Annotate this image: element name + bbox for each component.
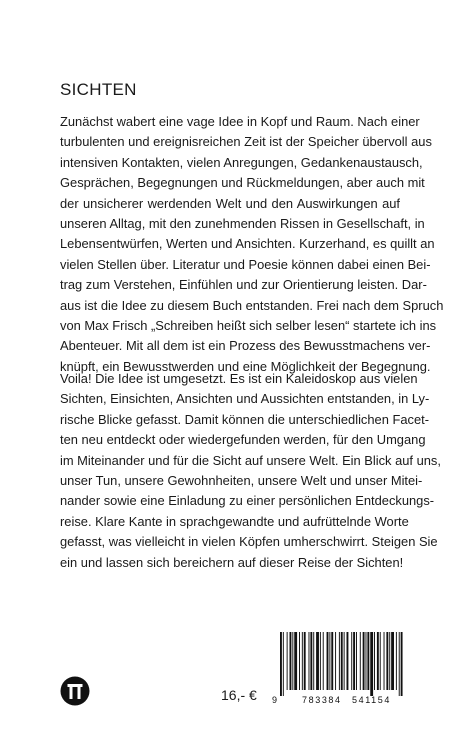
barcode-bar: [347, 632, 349, 690]
paragraph-line: rische Blicke gefasst. Damit können die unterschiedlichen Facet-: [60, 411, 429, 427]
barcode-bar: [341, 632, 343, 690]
barcode-bar: [377, 632, 379, 690]
barcode-bar: [360, 632, 361, 690]
blurb-paragraph-2: [60, 369, 441, 573]
barcode-bar: [302, 632, 303, 690]
paragraph-line: von Max Frisch „Schreiben heißt sich selber lesen“ startete ich ins: [60, 318, 437, 334]
paragraph-line: intensiven Kontakten, vielen Anregungen, Gedankenaustausch,: [60, 154, 423, 170]
barcode-bar: [323, 632, 324, 690]
barcode-bar: [367, 632, 369, 690]
publisher-logo-icon: [60, 676, 90, 706]
barcode-bar: [363, 632, 365, 690]
blurb-paragraph-1: [60, 112, 444, 377]
paragraph-line: gefasst, was vielleicht in vielen Köpfen umherschwirrt. Steigen Sie: [60, 534, 438, 550]
paragraph-line: Lebensentwürfen, Werten und Ansichten. Kurzerhand, es quillt an: [60, 236, 435, 252]
isbn-digit-group-1: 783384: [302, 695, 342, 705]
barcode-bar: [313, 632, 314, 690]
barcode-bar: [335, 632, 336, 690]
paragraph-line: knüpft, ein Bewusstwerden und eine Möglichkeit der Begegnung.: [60, 358, 431, 374]
paragraph-line: im Miteinander und für die Sicht auf unsere Welt. Ein Blick auf uns,: [60, 452, 441, 468]
barcode-bar: [344, 632, 345, 690]
paragraph-line: vielen Stellen über. Literatur und Poesie können dabei einen Bei-: [60, 256, 431, 272]
paragraph-line: Zunächst wabert eine vage Idee in Kopf und Raum. Nach einer: [60, 114, 420, 129]
barcode-bar: [299, 632, 300, 690]
paragraph-line: ten neu entdeckt oder wiedergefunden werden, für den Umgang: [60, 432, 426, 448]
isbn-lead-digit: 9: [272, 695, 278, 705]
barcode-bar: [391, 632, 394, 690]
barcode-bar: [280, 632, 282, 696]
barcode-bar: [374, 632, 375, 690]
isbn-barcode: [270, 630, 406, 705]
barcode-bar: [304, 632, 306, 690]
barcode-bar: [320, 632, 321, 690]
barcode-bar: [339, 632, 340, 690]
barcode-bar: [366, 632, 367, 690]
paragraph-line: unser Tun, unsere Gewohnheiten, unsere Welt und unser Mitei-: [60, 473, 423, 489]
barcode-bar: [294, 632, 297, 690]
barcode-bar: [401, 632, 403, 696]
barcode-bar: [283, 632, 284, 696]
barcode-bar: [316, 632, 319, 690]
paragraph-line: unseren Alltag, mit den zunehmenden Rissen in Gesellschaft, in: [60, 216, 425, 232]
barcode-bar: [309, 632, 310, 690]
barcode-bar: [386, 632, 388, 690]
barcode-bar: [396, 632, 397, 690]
paragraph-line: ein und lassen sich bereichern auf dieser Reise der Sichten!: [60, 554, 404, 570]
price-label: 16,- €: [221, 687, 257, 703]
book-title: SICHTEN: [60, 80, 137, 99]
paragraph-line: reise. Klare Kante in sprachgewandte und aufrüttelnde Worte: [60, 513, 409, 529]
barcode-bar: [353, 632, 355, 690]
barcode-bar: [384, 632, 385, 690]
barcode-bar: [290, 632, 292, 690]
barcode-bar: [356, 632, 357, 690]
barcode-bar: [287, 632, 288, 690]
paragraph-line: trag zum Verstehen, Einfühlen und zur Orientierung leisten. Dar-: [60, 277, 427, 293]
barcode-bar: [327, 632, 329, 690]
barcode-bar: [329, 632, 330, 690]
barcode-bar: [380, 632, 381, 690]
barcode-bar: [370, 632, 373, 696]
barcode-bar: [351, 632, 352, 690]
paragraph-line: turbulenten und ereignisreichen Zeit ist der Speicher übervoll aus: [60, 134, 432, 150]
paragraph-line: aus ist die Idee zu diesem Buch entstanden. Frei nach dem Spruch: [60, 297, 444, 313]
paragraph-line: Sichten, Einsichten, Ansichten und Aussichten entstanden, in Ly-: [60, 391, 430, 407]
paragraph-line: Abenteuer. Mit all dem ist ein Prozess des Bewusstmachens ver-: [60, 338, 431, 354]
barcode-bar: [389, 632, 390, 690]
isbn-digit-group-2: 541154: [352, 695, 391, 705]
paragraph-line: nander sowie eine Einladung zu einer persönlichen Entdeckungs-: [60, 493, 435, 509]
barcode-bar: [292, 632, 293, 690]
barcode-bar: [310, 632, 312, 690]
paragraph-line: Voila! Die Idee ist umgesetzt. Es ist ein Kaleidoskop aus vielen: [60, 371, 418, 386]
paragraph-line: Gesprächen, Begegnungen und Rückmeldungen, aber auch mit: [60, 175, 425, 191]
barcode-bar: [399, 632, 400, 696]
paragraph-line: der unsicherer werdenden Welt und den Auswirkungen auf: [60, 195, 400, 211]
barcode-bar: [331, 632, 333, 690]
